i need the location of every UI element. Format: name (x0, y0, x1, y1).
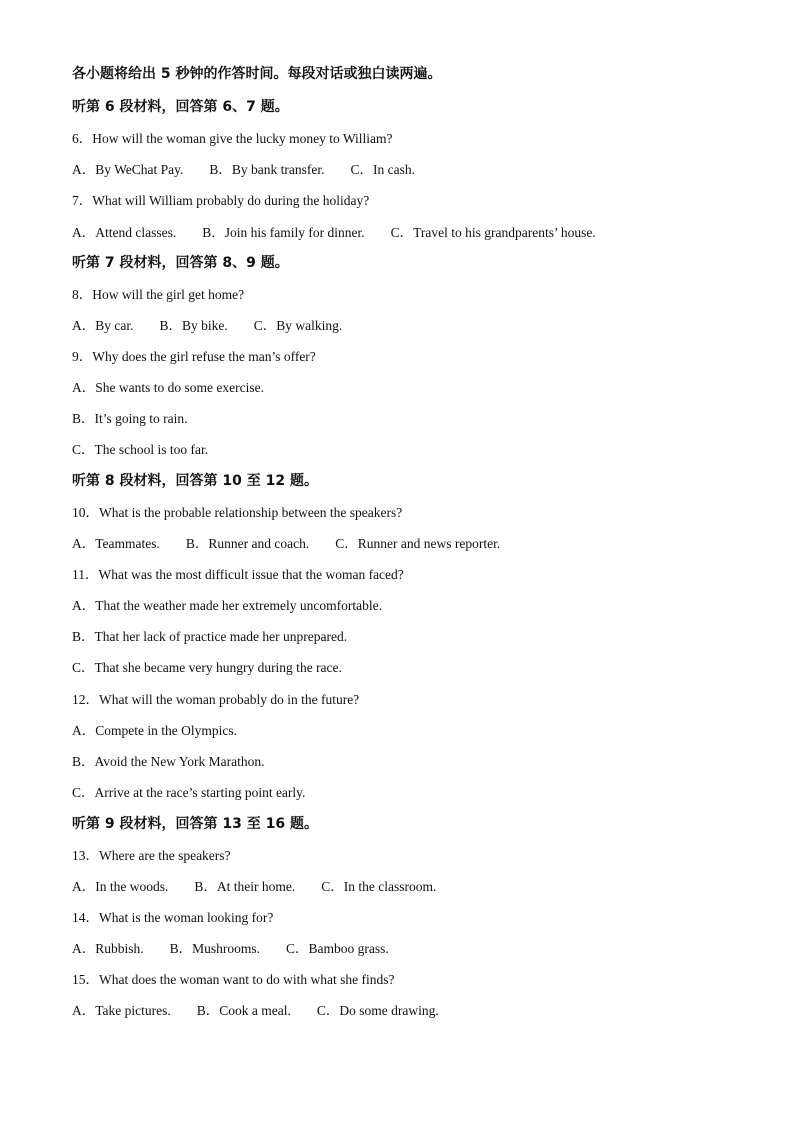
question-8-options (72, 317, 342, 335)
question-13-options (72, 878, 436, 896)
question-10-options (72, 535, 500, 553)
section-6-heading: 听第 6 段材料，回答第 6、7 题。 (72, 99, 289, 115)
option-a: A．Rubbish. (72, 941, 144, 956)
option-a: A．Attend classes. (72, 225, 177, 240)
option-c: C．The school is too far. (72, 442, 209, 457)
option-b: B．At their home. (194, 879, 296, 894)
question-7-options (72, 224, 596, 242)
option-a: A．She wants to do some exercise. (72, 380, 264, 395)
option-c: C．In the classroom. (321, 879, 437, 894)
option-a: A．Compete in the Olympics. (72, 723, 237, 738)
question-14: 14．What is the woman looking for? (72, 910, 274, 925)
option-c: C．Do some drawing. (316, 1003, 439, 1018)
section-8-heading: 听第 8 段材料，回答第 10 至 12 题。 (72, 473, 318, 489)
option-b: B．Join his family for dinner. (202, 225, 365, 240)
question-7: 7．What will William probably do during the holiday? (72, 193, 370, 208)
question-9: 9．Why does the girl refuse the man’s offer? (72, 349, 316, 364)
option-c: C．Bamboo grass. (286, 941, 389, 956)
option-b: B．Runner and coach. (185, 536, 310, 551)
option-c: C．That she became very hungry during the race. (72, 660, 342, 675)
option-a: A．Take pictures. (72, 1003, 171, 1018)
question-8: 8．How will the girl get home? (72, 287, 245, 302)
option-a: A．Teammates. (72, 536, 160, 551)
question-15: 15．What does the woman want to do with what she finds? (72, 972, 395, 987)
question-12: 12．What will the woman probably do in the future? (72, 692, 360, 707)
option-b: B．Cook a meal. (196, 1003, 291, 1018)
option-a: A．By WeChat Pay. (72, 162, 184, 177)
option-c: C．Arrive at the race’s starting point early. (72, 785, 306, 800)
option-a: A．By car. (72, 318, 134, 333)
question-13: 13．Where are the speakers? (72, 848, 231, 863)
option-c: C．Runner and news reporter. (335, 536, 501, 551)
option-b: B．By bike. (159, 318, 228, 333)
option-b: B．That her lack of practice made her unprepared. (72, 629, 348, 644)
question-6-options (72, 161, 415, 179)
option-b: B．It’s going to rain. (72, 411, 188, 426)
question-6: 6．How will the woman give the lucky money to William? (72, 131, 393, 146)
option-c: C．By walking. (253, 318, 343, 333)
question-10: 10．What is the probable relationship between the speakers? (72, 505, 403, 520)
section-9-heading: 听第 9 段材料，回答第 13 至 16 题。 (72, 816, 318, 832)
question-15-options (72, 1002, 439, 1020)
option-c: C．In cash. (350, 162, 416, 177)
section-7-heading: 听第 7 段材料，回答第 8、9 题。 (72, 255, 289, 271)
option-a: A．In the woods. (72, 879, 169, 894)
instruction-text: 各小题将给出 5 秒钟的作答时间。每段对话或独白读两遍。 (72, 66, 442, 82)
question-11: 11．What was the most difficult issue that the woman faced? (72, 567, 404, 582)
option-c: C．Travel to his grandparents’ house. (390, 225, 596, 240)
question-14-options (72, 940, 389, 958)
option-b: B．Mushrooms. (169, 941, 261, 956)
option-b: B．Avoid the New York Marathon. (72, 754, 265, 769)
option-a: A．That the weather made her extremely uncomfortable. (72, 598, 382, 613)
option-b: B．By bank transfer. (209, 162, 325, 177)
